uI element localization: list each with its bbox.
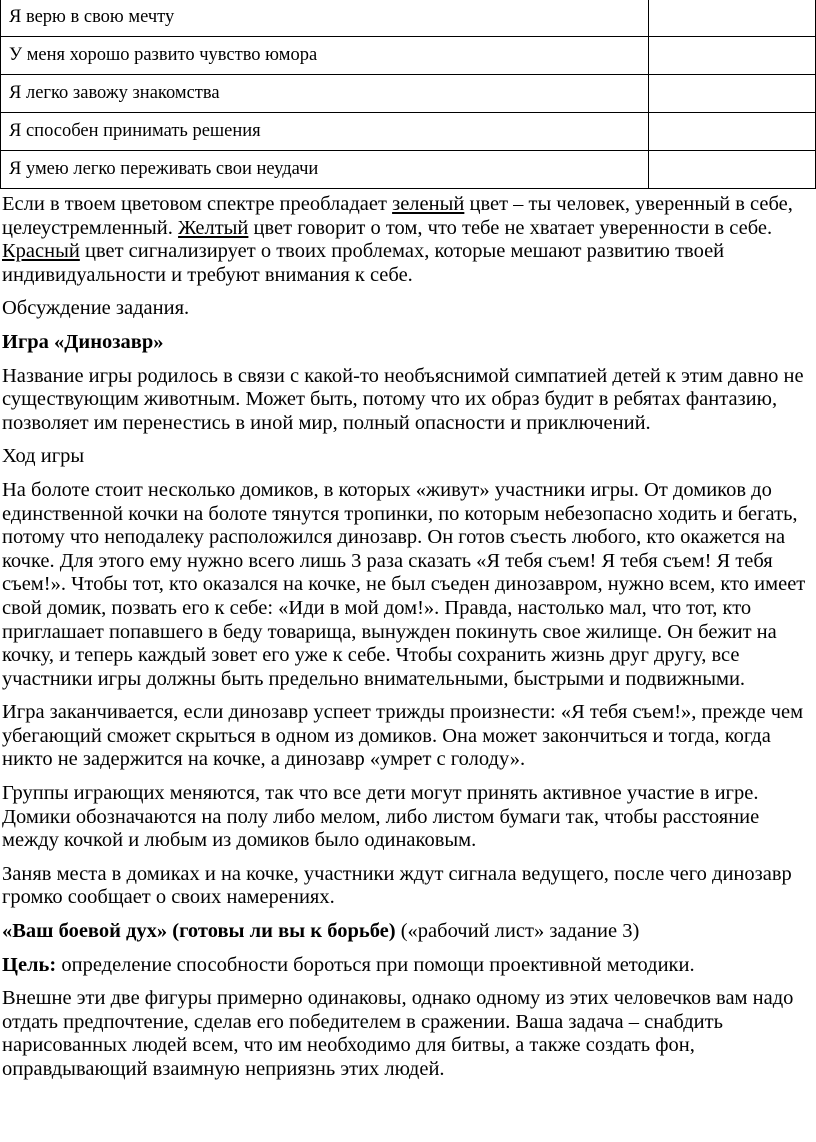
goal-paragraph [2,954,806,978]
answer-cell[interactable] [649,75,816,113]
answer-cell[interactable] [649,151,816,189]
answer-cell[interactable] [649,113,816,151]
game-title: Игра «Динозавр» [2,330,164,353]
table-row [1,75,816,113]
game-groups-paragraph: Группы играющих меняются, так что все дети могут принять активное участие в игре. Домики обозначаются на полу либо мелом, либо листом бумаги так, чтобы расстояние между кочкой и любым из домиков было одинаковым. [2,782,760,852]
statement-cell: Я умею легко переживать свои неудачи [1,151,649,189]
game-intro-paragraph: Название игры родилось в связи с какой-то необъяснимой симпатией детей к этим давно не существующим животным. Может быть, потому что их образ будит в ребятах фантазию, позволяет им перенестись в иной мир, полный опасности и приключений. [2,364,804,434]
statement-cell: У меня хорошо развито чувство юмора [1,37,649,75]
game-end-paragraph: Игра заканчивается, если динозавр успеет трижды произнести: «Я тебя съем!», прежде чем убегающий сможет скрыться в одном из домиков. Она может закончиться и тогда, когда никто не задержится на кочке, а динозавр «умрет с голоду». [2,701,804,771]
yellow-word: Желтый [178,216,249,239]
color-paragraph [2,193,806,287]
table-row [1,37,816,75]
color-text-4: цвет сигнализирует о твоих проблемах, которые мешают развитию твоей индивидуальности и требуют внимания к себе. [2,240,725,286]
spirit-title: «Ваш боевой дух» (готовы ли вы к борьбе) [2,920,396,943]
document-body [0,193,810,1082]
color-text-3: цвет говорит о том, что тебе не хватает уверенности в себе. [248,216,773,239]
figures-paragraph: Внешне эти две фигуры примерно одинаковы, однако одному из этих человечков вам надо отдать предпочтение, сделав его победителем в сражении. Ваша задача – снабдить нарисованных людей всем, что им необходимо для битвы, а также создать фон, оправдывающий взаимную неприязнь этих людей. [2,987,794,1080]
game-course-paragraph: На болоте стоит несколько домиков, в которых «живут» участники игры. От домиков до единственной кочки на болоте тянутся тропинки, по которым небезопасно ходить и бегать, потому что неподалеку расположился динозавр. Он готов съесть любого, кто окажется на кочке. Для этого ему нужно всего лишь 3 раза сказать «Я тебя съем! Я тебя съем! Я тебя съем!». Чтобы тот, кто оказался на кочке, не был съеден динозавром, нужно всем, кто имеет свой домик, позвать его к себе: «Иди в мой дом!». Правда, настолько мал, что тот, кто приглашает попавшего в беду товарища, вынужден покинуть свое жилище. Он бежит на кочку, и теперь каждый зовет его уже к себе. Чтобы сохранить жизнь друг другу, все участники игры должны быть предельно внимательными, быстрыми и подвижными. [2,478,806,690]
table-row [1,113,816,151]
game-start-paragraph: Заняв места в домиках и на кочке, участники ждут сигнала ведущего, после чего динозавр громко сообщает о своих намерениях. [2,862,792,909]
table-row [1,0,816,37]
discussion-paragraph: Обсуждение задания. [2,297,190,320]
green-word: зеленый [392,193,465,215]
statement-cell: Я легко завожу знакомства [1,75,649,113]
color-text-1: Если в твоем цветовом спектре преобладает [2,193,393,215]
answer-cell[interactable] [649,37,816,75]
answer-cell[interactable] [649,0,816,37]
color-text-2: цвет – ты человек, уверенный в себе, целеустремленный. [2,193,793,239]
spirit-heading [2,920,806,944]
self-assessment-table [0,0,816,189]
goal-label: Цель: [2,953,57,976]
statement-cell: Я способен принимать решения [1,113,649,151]
table-row [1,151,816,189]
red-word: Красный [2,240,80,263]
goal-text: определение способности бороться при помощи проективной методики. [56,953,695,976]
spirit-note: («рабочий лист» задание 3) [395,920,640,943]
game-course-label: Ход игры [2,445,85,468]
statement-cell: Я верю в свою мечту [1,0,649,37]
